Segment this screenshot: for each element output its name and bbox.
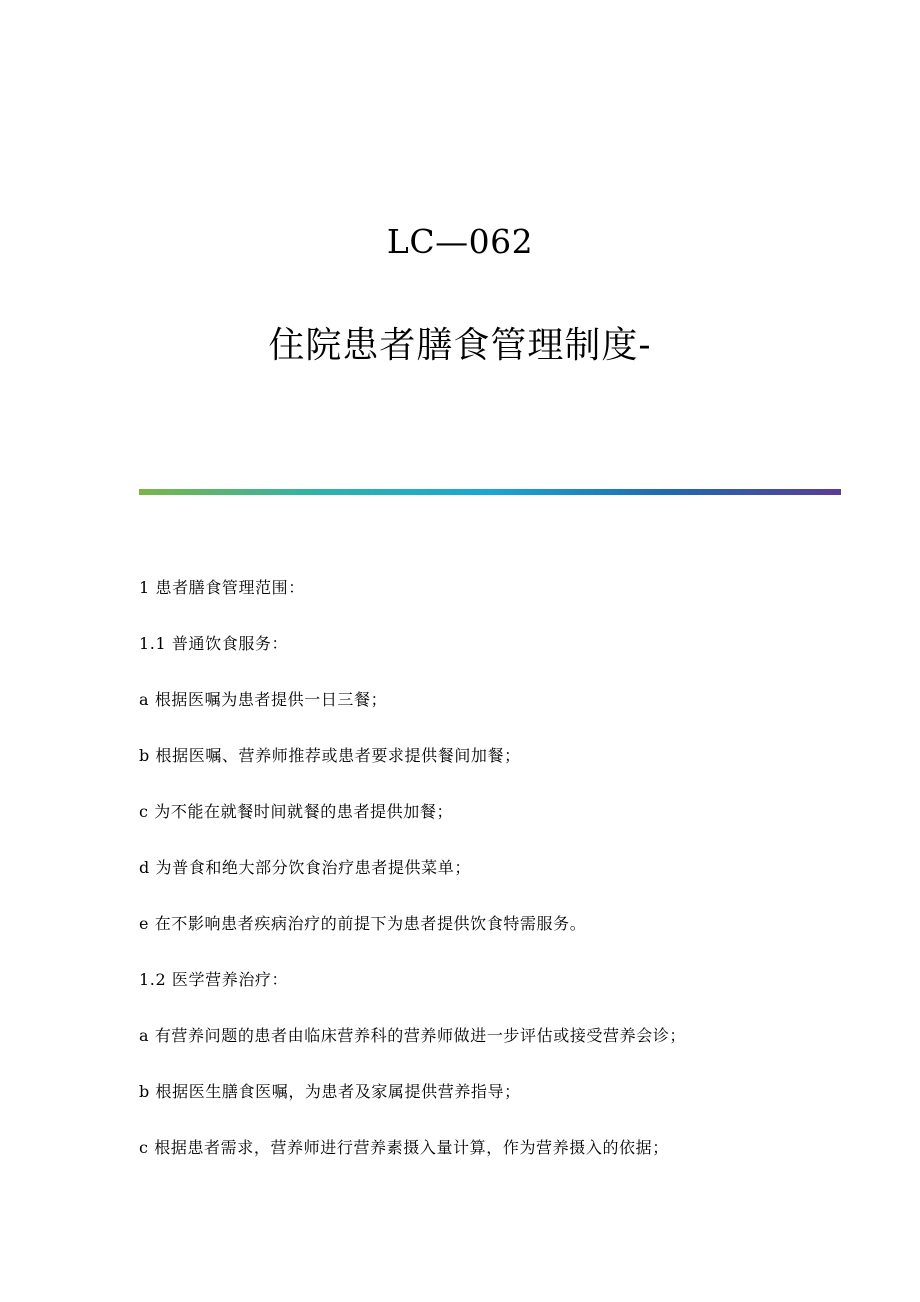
list-item: b 根据医嘱、营养师推荐或患者要求提供餐间加餐；: [139, 746, 521, 765]
document-title: 住院患者膳食管理制度-: [268, 325, 652, 366]
list-item: c 为不能在就餐时间就餐的患者提供加餐；: [139, 802, 454, 821]
subsection-heading: 1.1 普通饮食服务：: [139, 634, 289, 653]
list-item: e 在不影响患者疾病治疗的前提下为患者提供饮食特需服务。: [139, 914, 587, 933]
list-item: a 有营养问题的患者由临床营养科的营养师做进一步评估或接受营养会诊；: [139, 1026, 687, 1045]
subsection-heading: 1.2 医学营养治疗：: [139, 970, 289, 989]
document-body: [139, 566, 839, 1182]
section-heading: 1 患者膳食管理范围：: [139, 578, 305, 597]
list-item: a 根据医嘱为患者提供一日三餐；: [139, 690, 388, 709]
list-item: b 根据医生膳食医嘱，为患者及家属提供营养指导；: [139, 1082, 521, 1101]
document-code: LC—062: [386, 222, 534, 261]
list-item: c 根据患者需求，营养师进行营养素摄入量计算，作为营养摄入的依据；: [139, 1138, 669, 1157]
gradient-divider: [139, 489, 841, 495]
list-item: d 为普食和绝大部分饮食治疗患者提供菜单；: [139, 858, 471, 877]
